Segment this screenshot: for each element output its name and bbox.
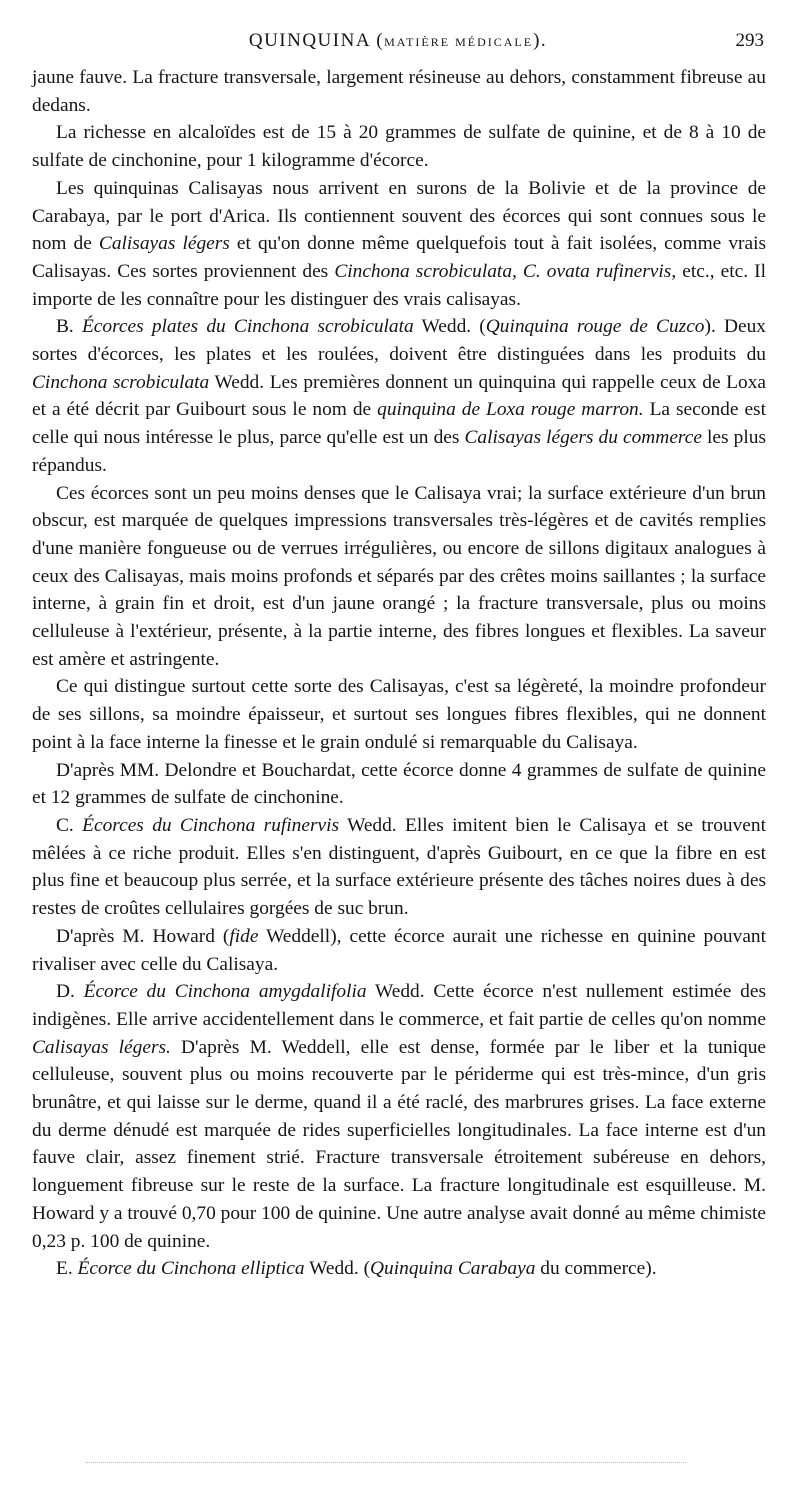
running-title-subtitle: MATIÈRE MÉDICALE xyxy=(384,35,534,49)
body-text xyxy=(32,64,766,1283)
section-letter: C. xyxy=(56,814,83,836)
italic-term: Calisayas légers. xyxy=(32,1036,171,1058)
page-number: 293 xyxy=(735,30,764,51)
italic-term: fide xyxy=(229,925,259,947)
text-run: Wedd. ( xyxy=(413,316,486,338)
italic-term: Calisayas légers du commerce xyxy=(464,427,702,449)
text-run: Les quinquinas Calisayas nous arrivent en surons de la Bolivie et de la province de Carabaya, par le port d'Arica. Ils contiennent souvent des écorces qui sont connues sous le nom de xyxy=(32,177,766,255)
running-title-main: QUINQUINA ( xyxy=(248,30,385,51)
section-heading: Écorce du Cinchona elliptica xyxy=(77,1258,305,1280)
paragraph-howard xyxy=(32,923,766,978)
section-letter: B. xyxy=(56,316,82,338)
paragraph-calisayas xyxy=(32,175,766,314)
paragraph-delondre: D'après MM. Delondre et Bouchardat, cette écorce donne 4 grammes de sulfate de quinine et 12 grammes de sulfate de cinchonine. xyxy=(32,759,766,809)
running-title xyxy=(32,30,764,52)
paragraph-continuation: jaune fauve. La fracture transversale, largement résineuse au dehors, constamment fibreuse au dedans. xyxy=(32,67,766,116)
section-heading: Écorce du Cinchona amygdalifolia xyxy=(83,981,367,1003)
section-heading: Écorces du Cinchona rufinervis xyxy=(82,814,340,836)
text-run: Wedd. Cette écorce n'est nullement estimée des indigènes. Elle arrive accidentellement dans le commerce, et fait partie de celles qu'on nomme xyxy=(32,981,766,1030)
paragraph-alkaloid-content: La richesse en alcaloïdes est de 15 à 20 grammes de sulfate de quinine, et de 8 à 10 de sulfate de cinchonine, pour 1 kilogramme d'écorce. xyxy=(32,122,766,172)
text-run: et qu'on donne même quelquefois tout à fait isolées, comme vrais Calisayas. Ces sortes proviennent des xyxy=(32,233,767,282)
section-letter: D. xyxy=(56,981,84,1003)
section-d-amygdalifolia xyxy=(32,978,766,1255)
italic-term: Cinchona scrobiculata, C. ovata rufinervis xyxy=(334,260,672,282)
text-run: La seconde est celle qui nous intéresse le plus, parce qu'elle est un des xyxy=(32,399,766,449)
text-run: Wedd. ( xyxy=(304,1258,371,1280)
bleed-through-line xyxy=(86,1462,686,1463)
italic-term: Calisayas légers xyxy=(98,233,230,255)
text-run: D'après M. Weddell, elle est dense, formée par le liber et la tunique celluleuse, souvent plus ou moins recouverte par le périderme qui est très-mince, d'un gris brunâtre, et qui laisse sur le derme, quand il a été raclé, des marbrures grises. La face externe du derme dénudé est marquée de rides superficielles longitudinales. La face interne est d'un fauve clair, assez finement strié. Fracture transversale étroitement subéreuse en dehors, longuement fibreuse sur le reste de la surface. La fracture longitudinale est esquilleuse. M. Howard y a trouvé 0,70 pour 100 de quinine. Une autre analyse avait donné au même chimiste 0,23 p. 100 de quinine. xyxy=(32,1036,766,1252)
paragraph-distinction: Ce qui distingue surtout cette sorte des Calisayas, c'est sa légèreté, la moindre profondeur de ses sillons, sa moindre épaisseur, et surtout ses longues fibres flexibles, qui ne donnent point à la face interne la finesse et le grain ondulé si remarquable du Calisaya. xyxy=(32,676,766,753)
section-letter: E. xyxy=(56,1258,78,1280)
italic-term: Quinquina Carabaya xyxy=(370,1258,536,1280)
section-c-rufinervis xyxy=(32,812,766,923)
text-run: , etc., etc. Il importe de les connaître pour les distinguer des vrais calisayas. xyxy=(32,260,766,310)
text-run: D'après M. Howard ( xyxy=(56,925,230,947)
text-run: Wedd. Les premières donnent un quinquina qui rappelle ceux de Loxa et a été décrit par Guibourt sous le nom de xyxy=(32,371,767,421)
section-heading: Écorces plates du Cinchona scrobiculata xyxy=(81,316,414,338)
running-head xyxy=(32,30,764,56)
italic-term: quinquina de Loxa rouge marron. xyxy=(377,399,644,421)
text-run: les plus répandus. xyxy=(32,427,766,476)
italic-term: Cinchona scrobiculata xyxy=(32,371,210,393)
section-e-elliptica xyxy=(32,1255,766,1283)
text-run: ). Deux sortes d'écorces, les plates et les roulées, doivent être distinguées dans les produits du xyxy=(32,316,766,366)
text-run: Weddell), cette écorce aurait une richesse en quinine pouvant rivaliser avec celle du Calisaya. xyxy=(32,925,767,975)
text-run: Wedd. Elles imitent bien le Calisaya et se trouvent mêlées à ce riche produit. Elles s'en distinguent, d'après Guibourt, en ce que la fibre en est plus fine et beaucoup plus serrée, et la surface extérieure présente des tâches noires dues à des restes de croûtes cellulaires gorgées de suc brun. xyxy=(32,814,766,920)
italic-term: Quinquina rouge de Cuzco xyxy=(485,316,705,338)
paragraph-description: Ces écorces sont un peu moins denses que le Calisaya vrai; la surface extérieure d'un brun obscur, est marquée de quelques impressions transversales très-légères et de cavités remplies d'une manière fongueuse ou de verrues irrégulières, ou encore de sillons digitaux analogues à ceux des Calisayas, mais moins profonds et séparés par des crêtes moins saillantes ; la surface interne, à grain fin et droit, est d'un jaune orangé ; la fracture transversale, plus ou moins celluleuse à l'extérieur, présente, à la partie interne, des fibres longues et flexibles. La saveur est amère et astringente. xyxy=(32,482,766,670)
section-b-scrobiculata xyxy=(32,313,766,479)
running-title-end: ). xyxy=(533,30,548,51)
text-run: du commerce). xyxy=(535,1258,657,1280)
